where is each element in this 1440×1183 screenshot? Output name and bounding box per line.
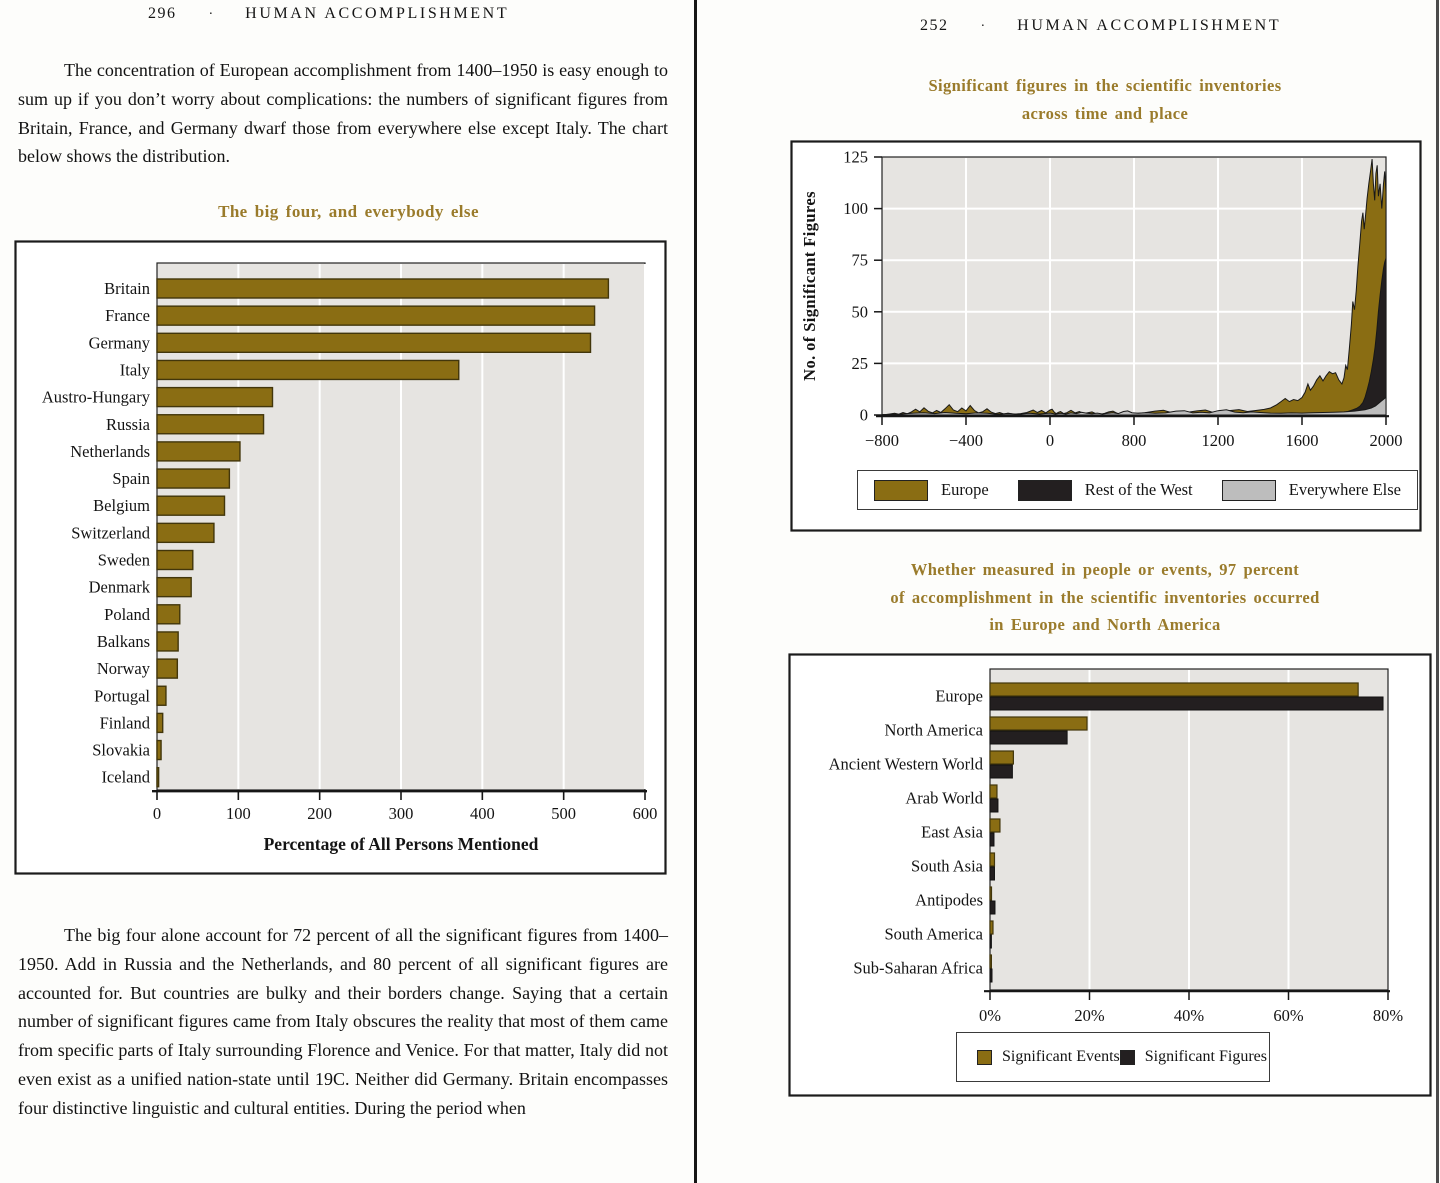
bar-label: France	[105, 306, 150, 326]
y-tick-label: 100	[843, 199, 868, 219]
x-tick-label: 40%	[1173, 1006, 1205, 1025]
grouped-bar-chart-frame	[788, 653, 1432, 1097]
x-tick-label: 0	[1045, 431, 1055, 450]
title-line-1: Whether measured in people or events, 97 percent	[910, 560, 1300, 579]
bar-label: Netherlands	[70, 441, 150, 461]
x-tick-label: 500	[551, 804, 577, 823]
bar-label: Norway	[96, 659, 150, 679]
right-running-title: HUMAN ACCOMPLISHMENT	[1017, 17, 1282, 34]
big-four-bar-chart	[14, 240, 667, 875]
legend-label: Europe	[941, 480, 989, 499]
y-tick-label: 125	[843, 147, 868, 167]
title-line-3: in Europe and North America	[989, 615, 1221, 634]
x-tick-label: 80%	[1372, 1006, 1404, 1025]
bar-italy	[157, 360, 459, 379]
figures-bar-south-america	[990, 935, 991, 948]
left-page-number: 296	[148, 5, 177, 22]
paragraph-discussion: The big four alone account for 72 percent of all the significant figures from 1400–1950. Add in Russia and the Netherlands, and 80 percent of all significant figures are accounted for. But countries are bulky and their borders change. Saying that a certain number of significant figures came from Italy obscures the reality that most of them came from specific parts of Italy surrounding Florence and Venice. For that matter, Italy did not even exist as a unified nation-state until 19C. Neither did Germany. Britain encompasses four distinctive linguistic and cultural entities. During the period when	[18, 925, 668, 1118]
paragraph-intro: The concentration of European accomplishment from 1400–1950 is easy enough to sum up if you don’t worry about complications: the numbers of significant figures from Britain, France, and Germany dwarf those from everywhere else except Italy. The chart below shows the distribution.	[18, 60, 668, 167]
page-gutter-divider	[694, 0, 697, 1183]
title-line-2: of accomplishment in the scientific inventories occurred	[890, 587, 1320, 607]
bar-poland	[157, 605, 180, 624]
bar-label: Austro-Hungary	[41, 387, 150, 407]
x-axis-title: Percentage of All Persons Mentioned	[263, 834, 539, 854]
x-tick-label: 60%	[1273, 1006, 1304, 1025]
y-axis-title: No. of Significant Figures	[800, 191, 819, 381]
x-tick-label: 0	[152, 804, 162, 823]
events-bar-antipodes	[990, 887, 991, 900]
area-chart-legend	[857, 470, 1418, 510]
significant-events-swatch-icon	[977, 1050, 992, 1065]
bar-balkans	[157, 632, 178, 651]
chart-title-inventories	[770, 72, 1440, 127]
bar-denmark	[157, 578, 191, 597]
header-separator-dot: ·	[208, 7, 214, 22]
bar-label: Antipodes	[915, 890, 983, 910]
everywhere-else-swatch-icon	[1222, 480, 1276, 501]
x-tick-label: 200	[307, 804, 333, 823]
bar-switzerland	[157, 523, 214, 542]
bar-russia	[157, 415, 264, 434]
bar-iceland	[157, 768, 159, 787]
big-four-chart-frame	[14, 240, 667, 875]
legend-item-significant-events	[977, 1048, 1120, 1066]
bar-label: Poland	[104, 604, 150, 624]
title-line-2: across time and place	[1021, 103, 1189, 123]
events-bar-ancient-western-world	[990, 751, 1013, 764]
figures-bar-ancient-western-world	[990, 765, 1012, 778]
bar-label: Spain	[112, 469, 150, 489]
x-tick-label: 1600	[1285, 431, 1319, 450]
bar-slovakia	[157, 741, 161, 760]
left-page	[0, 0, 697, 1183]
rest-of-west-swatch-icon	[1018, 480, 1072, 501]
figures-bar-sub-saharan-africa	[990, 969, 992, 982]
bar-label: South Asia	[911, 856, 983, 876]
bar-label: Russia	[105, 414, 150, 434]
bar-label: Sweden	[97, 550, 150, 570]
right-running-header	[920, 17, 1281, 35]
bar-label: Portugal	[94, 686, 150, 706]
bar-label: Finland	[99, 713, 150, 733]
legend-label: Everywhere Else	[1288, 480, 1401, 499]
header-separator-dot: ·	[980, 19, 986, 34]
left-running-header	[148, 5, 509, 23]
legend-item-significant-figures	[1120, 1048, 1267, 1066]
x-tick-label: 300	[388, 804, 414, 823]
bar-label: Belgium	[93, 496, 150, 516]
legend-item-everywhere-else	[1222, 480, 1401, 501]
bar-austro-hungary	[157, 388, 272, 407]
bar-britain	[157, 279, 608, 298]
left-running-title: HUMAN ACCOMPLISHMENT	[245, 5, 510, 22]
bar-label: Ancient Western World	[828, 754, 983, 774]
x-tick-label: 20%	[1074, 1006, 1105, 1025]
legend-label: Significant Events	[1002, 1048, 1120, 1065]
bar-label: South America	[884, 924, 983, 944]
x-tick-label: 1200	[1201, 431, 1235, 450]
bar-label: Europe	[935, 686, 983, 706]
page-right-edge	[1436, 0, 1439, 1183]
bar-label: Italy	[119, 360, 150, 380]
bar-label: Denmark	[88, 577, 150, 597]
x-tick-label: −400	[948, 431, 984, 450]
events-bar-north-america	[990, 717, 1087, 730]
legend-label: Rest of the West	[1084, 480, 1193, 499]
bar-label: Slovakia	[92, 740, 150, 760]
bar-label: Balkans	[96, 631, 150, 651]
bar-france	[157, 306, 595, 325]
events-bar-east-asia	[990, 819, 1000, 832]
x-tick-label: −800	[864, 431, 900, 450]
events-bar-south-america	[990, 921, 993, 934]
figures-bar-europe	[990, 697, 1383, 710]
bar-label: Britain	[104, 279, 150, 298]
x-tick-label: 100	[225, 804, 251, 823]
title-line-1: Significant figures in the scientific inventories	[928, 76, 1282, 95]
bar-germany	[157, 333, 591, 352]
y-tick-label: 75	[851, 250, 868, 270]
significant-figures-swatch-icon	[1120, 1050, 1135, 1065]
x-tick-label: 400	[469, 804, 495, 823]
bar-norway	[157, 659, 177, 678]
figures-bar-north-america	[990, 731, 1067, 744]
y-tick-label: 50	[851, 302, 868, 322]
legend-label: Significant Figures	[1144, 1048, 1267, 1065]
figures-bar-antipodes	[990, 901, 995, 914]
bar-sweden	[157, 551, 193, 570]
bar-finland	[157, 713, 163, 732]
legend-item-rest-of-west	[1018, 480, 1193, 501]
y-tick-label: 0	[859, 405, 868, 425]
events-bar-arab-world	[990, 785, 997, 798]
x-tick-label: 800	[1121, 431, 1147, 450]
europe-swatch-icon	[874, 480, 928, 501]
bar-label: Iceland	[101, 767, 150, 787]
area-chart-frame	[790, 140, 1422, 532]
figures-bar-east-asia	[990, 833, 994, 846]
events-bar-south-asia	[990, 853, 994, 866]
bar-label: North America	[884, 720, 983, 740]
bar-netherlands	[157, 442, 240, 461]
y-tick-label: 25	[851, 353, 868, 373]
bar-label: Arab World	[905, 788, 983, 808]
x-tick-label: 600	[632, 804, 658, 823]
bar-spain	[157, 469, 229, 488]
bar-label: East Asia	[921, 822, 983, 842]
right-page-number: 252	[920, 17, 949, 34]
bar-label: Germany	[88, 333, 150, 353]
chart-title-big-four: The big four, and everybody else	[218, 202, 479, 221]
events-bar-europe	[990, 683, 1358, 696]
figures-bar-south-asia	[990, 867, 994, 880]
events-bar-sub-saharan-africa	[990, 955, 991, 968]
figures-bar-arab-world	[990, 799, 998, 812]
people-events-bar-chart	[788, 653, 1432, 1097]
right-page	[697, 0, 1440, 1183]
grouped-bar-legend	[956, 1032, 1270, 1082]
bar-label: Sub-Saharan Africa	[853, 958, 983, 978]
legend-item-europe	[874, 480, 989, 501]
bar-portugal	[157, 686, 166, 705]
bar-belgium	[157, 496, 225, 515]
chart-title-people-events	[770, 556, 1440, 639]
x-tick-label: 2000	[1369, 431, 1403, 450]
x-tick-label: 0%	[979, 1006, 1001, 1025]
bar-label: Switzerland	[71, 523, 150, 543]
